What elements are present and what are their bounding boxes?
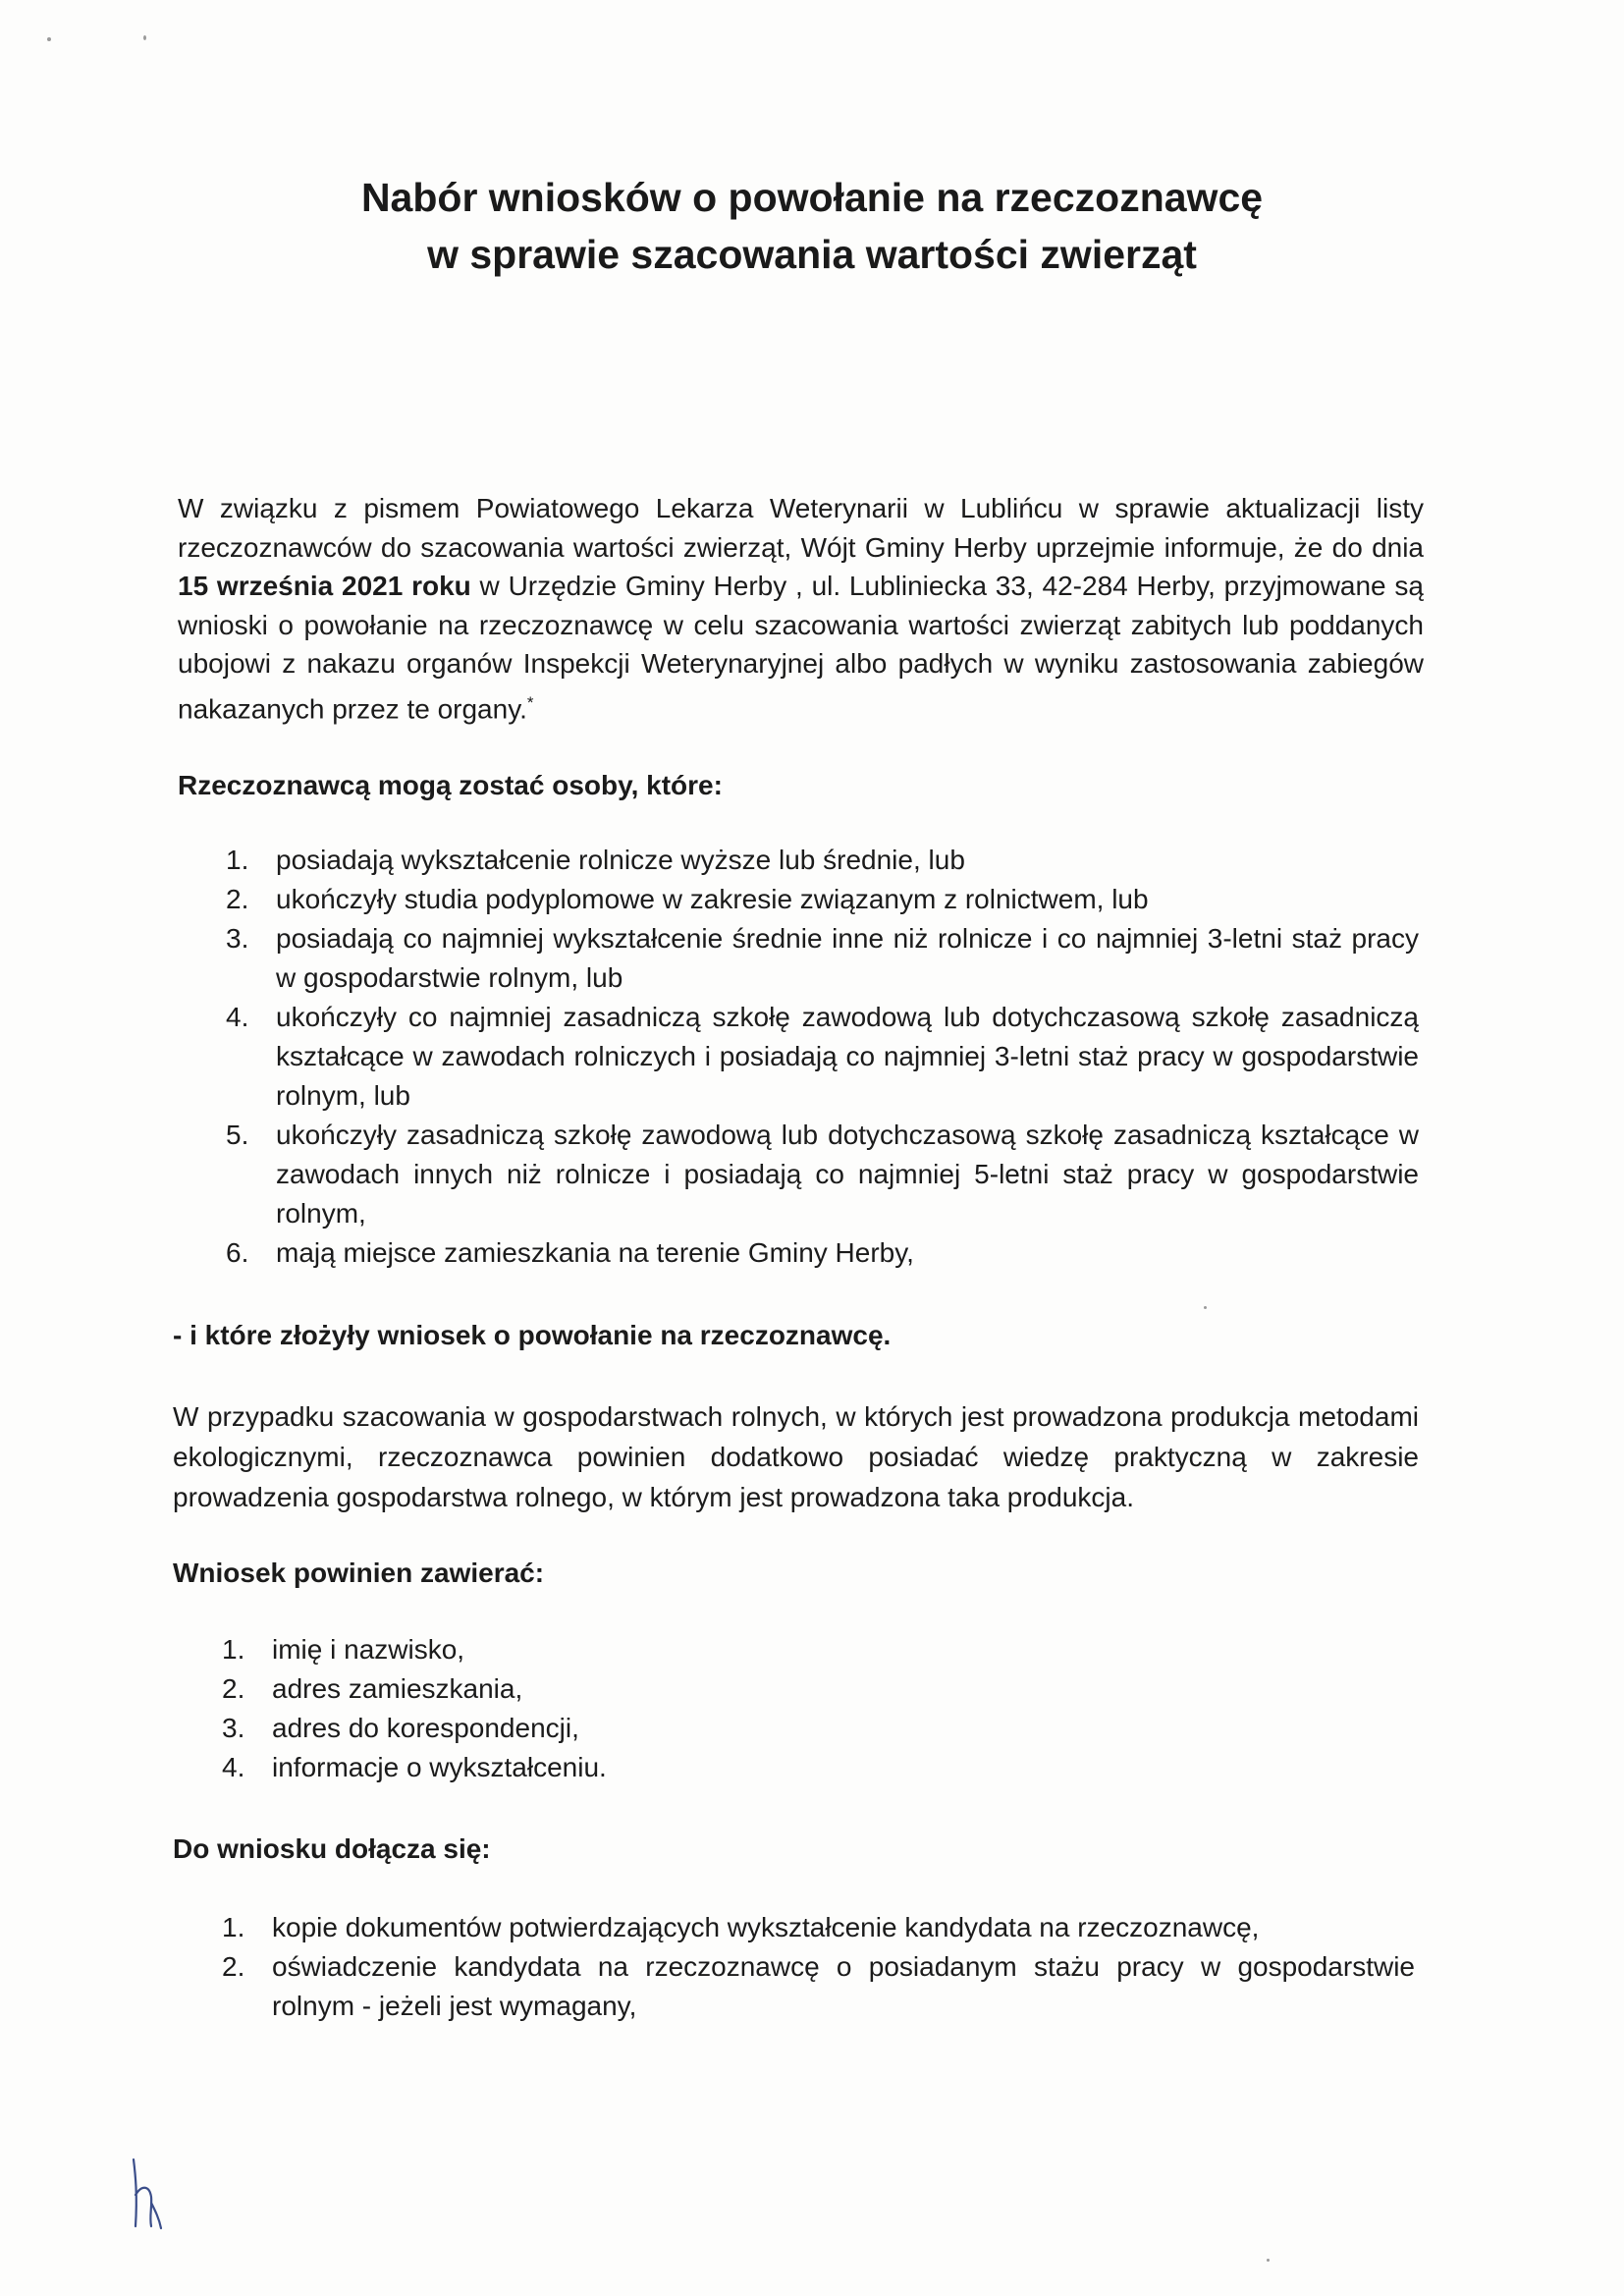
list-item-number: 4.: [222, 1752, 245, 1782]
deadline-date: 15 września 2021 roku: [178, 571, 471, 601]
footnote-mark: *: [526, 692, 534, 712]
list-item-text: adres zamieszkania,: [272, 1673, 523, 1704]
list-item-number: 5.: [226, 1120, 249, 1150]
list-item-number: 1.: [222, 1634, 245, 1665]
application-contents-heading: Wniosek powinien zawierać:: [173, 1558, 545, 1588]
list-item-number: 2.: [222, 1951, 245, 1982]
list-item-number: 6.: [226, 1237, 249, 1268]
list-item: [226, 1116, 1419, 1233]
list-item-text: imię i nazwisko,: [272, 1634, 465, 1665]
list-item: [222, 1748, 1415, 1787]
intro-paragraph: [178, 489, 1424, 728]
list-item-text: kopie dokumentów potwierdzających wykształcenie kandydata na rzeczoznawcę,: [272, 1912, 1260, 1942]
list-item: [226, 919, 1419, 998]
application-condition-heading: - i które złożyły wniosek o powołanie na rzeczoznawcę.: [173, 1320, 892, 1350]
list-item: [222, 1947, 1415, 2026]
list-item-number: 4.: [226, 1002, 249, 1032]
scan-speck: [143, 35, 146, 40]
ecological-paragraph: W przypadku szacowania w gospodarstwach rolnych, w których jest prowadzona produkcja metodami ekologicznymi, rzeczoznawca powinien dodatkowo posiadać wiedzę praktyczną w zakresie prowadzenia gospodarstwa rolnego, w którym jest prowadzona taka produkcja.: [173, 1401, 1419, 1512]
scan-speck: [1204, 1306, 1207, 1309]
list-item: [222, 1908, 1415, 1947]
list-item-number: 3.: [226, 923, 249, 954]
eligibility-list: [226, 841, 1419, 1273]
intro-text-before-date: W związku z pismem Powiatowego Lekarza Weterynarii w Lublińcu w sprawie aktualizacji listy rzeczoznawców do szacowania wartości zwierząt, Wójt Gminy Herby uprzejmie informuje, że do dnia: [178, 493, 1424, 563]
list-item-number: 1.: [222, 1912, 245, 1942]
handwritten-initials: [126, 2156, 165, 2234]
list-item-number: 1.: [226, 845, 249, 875]
list-item-number: 3.: [222, 1713, 245, 1743]
list-item-text: informacje o wykształceniu.: [272, 1752, 607, 1782]
eligibility-heading: Rzeczoznawcą mogą zostać osoby, które:: [178, 770, 723, 800]
list-item-number: 2.: [226, 884, 249, 914]
list-item: [226, 880, 1419, 919]
title-line-2: w sprawie szacowania wartości zwierząt: [427, 232, 1197, 277]
list-item-text: posiadają wykształcenie rolnicze wyższe lub średnie, lub: [276, 845, 965, 875]
intro-text-after-date: w Urzędzie Gminy Herby , ul. Lubliniecka 33, 42-284 Herby, przyjmowane są wnioski o powołanie na rzeczoznawcę w celu szacowania wartości zwierząt zabitych lub poddanych ubojowi z nakazu organów Inspekcji Weterynaryjnej albo padłych w wyniku zastosowania zabiegów nakazanych przez te organy.: [178, 571, 1424, 724]
list-item-text: adres do korespondencji,: [272, 1713, 579, 1743]
title-line-1: Nabór wniosków o powołanie na rzeczoznawcę: [360, 175, 1264, 220]
attachments-list: [222, 1908, 1415, 2026]
list-item: [222, 1630, 1415, 1669]
list-item-text: posiadają co najmniej wykształcenie średnie inne niż rolnicze i co najmniej 3-letni staż pracy w gospodarstwie rolnym, lub: [276, 923, 1419, 993]
list-item: [226, 841, 1419, 880]
list-item-number: 2.: [222, 1673, 245, 1704]
application-contents-list: [222, 1630, 1415, 1787]
scan-speck: [1267, 2259, 1270, 2262]
attachments-heading: Do wniosku dołącza się:: [173, 1833, 491, 1864]
list-item-text: ukończyły co najmniej zasadniczą szkołę zawodową lub dotychczasową szkołę zasadniczą kształcące w zawodach rolniczych i posiadają co najmniej 3-letni staż pracy w gospodarstwie rolnym, lub: [276, 1002, 1419, 1111]
document-title: [0, 169, 1624, 283]
list-item: [226, 998, 1419, 1116]
list-item-text: oświadczenie kandydata na rzeczoznawcę o posiadanym stażu pracy w gospodarstwie rolnym - jeżeli jest wymagany,: [272, 1951, 1415, 2021]
list-item-text: ukończyły studia podyplomowe w zakresie związanym z rolnictwem, lub: [276, 884, 1149, 914]
list-item: [222, 1709, 1415, 1748]
scan-speck: [47, 37, 51, 41]
list-item-text: mają miejsce zamieszkania na terenie Gminy Herby,: [276, 1237, 914, 1268]
list-item: [226, 1233, 1419, 1273]
list-item: [222, 1669, 1415, 1709]
list-item-text: ukończyły zasadniczą szkołę zawodową lub dotychczasową szkołę zasadniczą kształcące w zawodach innych niż rolnicze i posiadają co najmniej 5-letni staż pracy w gospodarstwie rolnym,: [276, 1120, 1419, 1229]
